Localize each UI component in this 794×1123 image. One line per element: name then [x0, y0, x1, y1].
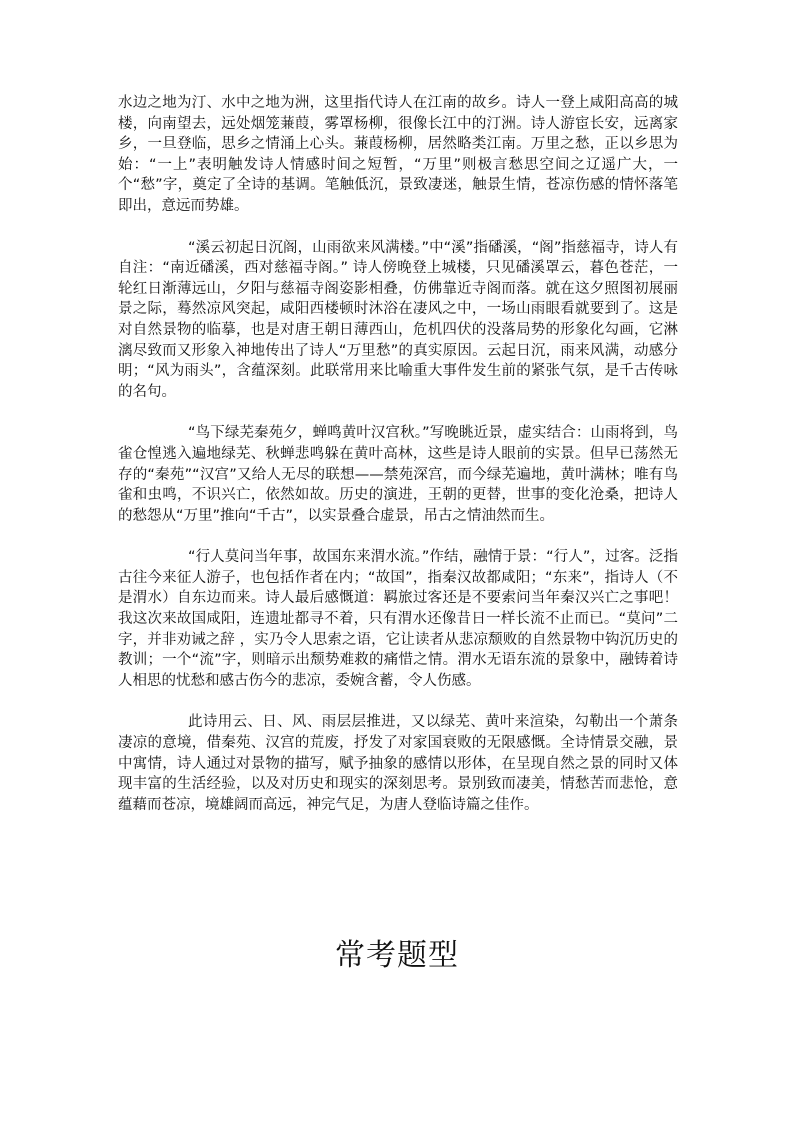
paragraph-summary: 此诗用云、日、风、雨层层推进，又以绿芜、黄叶来渲染，勾勒出一个萧条凄凉的意境，借秦苑、汉宫的荒废，抒发了对家国衰败的无限感慨。全诗情景交融，景中寓情，诗人通过对景物的描写，赋予抽象的感情以形体，在呈现自然之景的同时又体现丰富的生活经验，以及对历史和现实的深刻思考。景别致而凄美，情愁苦而悲怆，意蕴藉而苍凉，境雄阔而高远，神完气足，为唐人登临诗篇之佳作。: [118, 714, 678, 813]
paragraph-couplet-4: “行人莫问当年事，故国东来渭水流。”作结，融情于景：“行人”，过客。泛指古往今来征人游子，也包括作者在内；“故国”，指秦汉故都咸阳；“东来”，指诗人（不是渭水）自东边而来。诗人最后感慨道：羁旅过客还是不要索问当年秦汉兴亡之事吧！我这次来故国咸阳，连遗址都寻不着，只有渭水还像昔日一样长流不止而已。“莫问”二字，并非劝诫之辞 ，实乃令人思索之语，它让读者从悲凉颓败的自然景物中钩沉历史的教训；一个“流”字，则暗示出颓势难救的痛惜之情。渭水无语东流的景象中，融铸着诗人相思的忧愁和感古伤今的悲凉，委婉含蓄，令人伤感。: [118, 549, 678, 689]
paragraph-couplet-2: “溪云初起日沉阁，山雨欲来风满楼。”中“溪”指磻溪，“阁”指慈福寺，诗人有自注：“南近磻溪，西对慈福寺阁。” 诗人傍晚登上城楼，只见磻溪罩云，暮色苍茫，一轮红日渐薄远山，夕阳与慈福寺阁姿影相叠，仿佛靠近寺阁而落。就在这夕照图初展丽景之际，蓦然凉风突起，咸阳西楼顿时沐浴在凄风之中，一场山雨眼看就要到了。这是对自然景物的临摹，也是对唐王朝日薄西山，危机四伏的没落局势的形象化勾画，它淋漓尽致而又形象入神地传出了诗人“万里愁”的真实原因。云起日沉，雨来风满，动感分明；“风为雨头”，含蕴深刻。此联常用来比喻重大事件发生前的紧张气氛，是千古传咏的名句。: [118, 239, 678, 400]
article-body: [118, 93, 678, 815]
paragraph-intro: 水边之地为汀、水中之地为洲，这里指代诗人在江南的故乡。诗人一登上咸阳高高的城楼，向南望去，远处烟笼蒹葭，雾罩杨柳，很像长江中的汀洲。诗人游宦长安，远离家乡，一旦登临，思乡之情涌上心头。蒹葭杨柳，居然略类江南。万里之愁，正以乡思为始：“一上”表明触发诗人情感时间之短暂，“万里”则极言愁思空间之辽遥广大，一个“愁”字，奠定了全诗的基调。笔触低沉，景致凄迷，触景生情，苍凉伤感的情怀落笔即出，意远而势雄。: [118, 95, 678, 214]
paragraph-couplet-3: “鸟下绿芜秦苑夕，蝉鸣黄叶汉宫秋。”写晚眺近景，虚实结合：山雨将到，鸟雀仓惶逃入遍地绿芜、秋蝉悲鸣躲在黄叶高林，这些是诗人眼前的实景。但早已荡然无存的“秦苑”“汉宫”又给人无尽的联想——禁苑深宫，而今绿芜遍地，黄叶满林；唯有鸟雀和虫鸣，不识兴亡，依然如故。历史的演进，王朝的更替，世事的变化沧桑，把诗人的愁怨从“万里”推向“千古”，以实景叠合虚景，吊古之情油然而生。: [118, 425, 678, 524]
section-title: 常考题型: [335, 938, 459, 973]
